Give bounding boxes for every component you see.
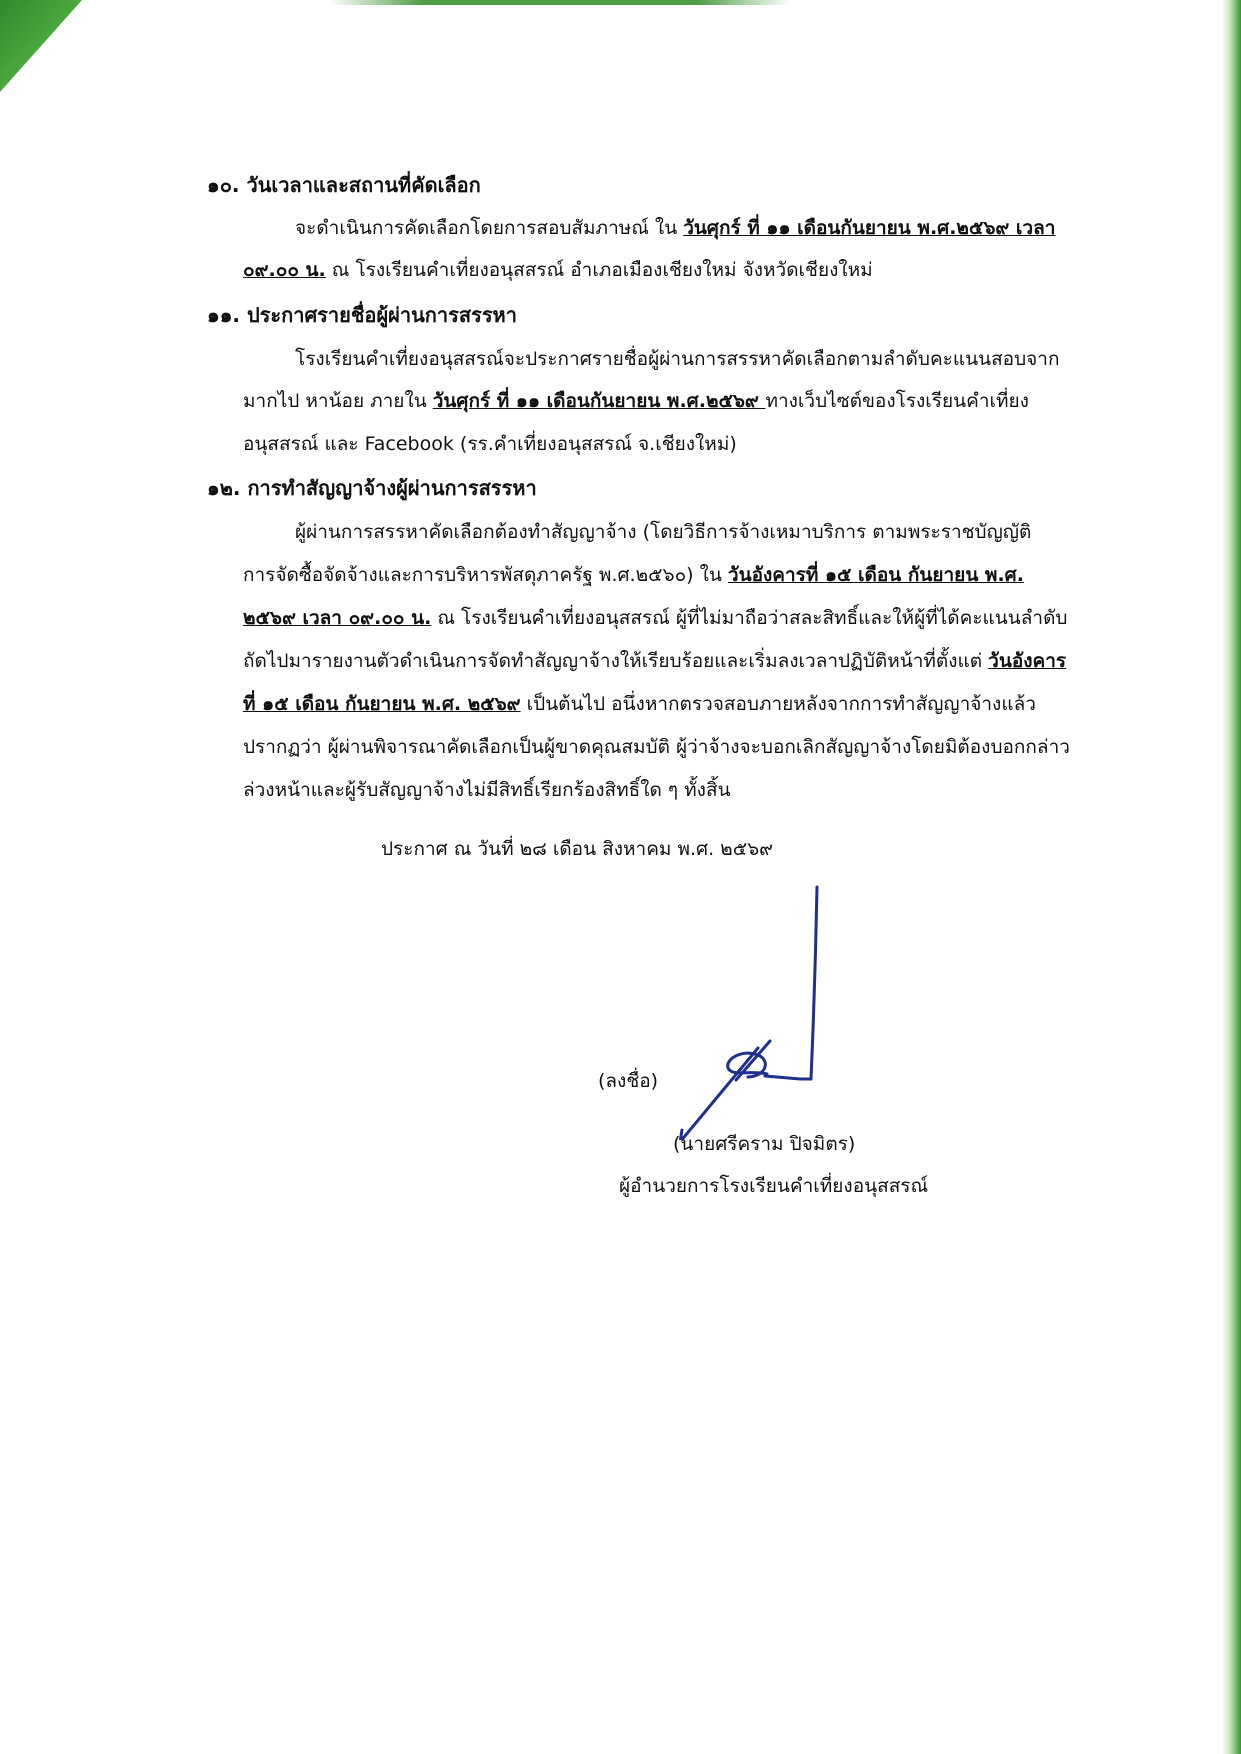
signature-label: (ลงชื่อ) xyxy=(598,1070,659,1092)
section-11-line-2: มากไป หาน้อย ภายใน วันศุกร์ ที่ ๑๑ เดือนกันยายน พ.ศ.๒๕๖๙ ทางเว็บไซต์ของโรงเรียนคำเที่ยง xyxy=(243,390,1029,412)
signatory-position: ผู้อำนวยการโรงเรียนคำเที่ยงอนุสสรณ์ xyxy=(619,1175,929,1197)
section-11-line-1: โรงเรียนคำเที่ยงอนุสสรณ์จะประกาศรายชื่อผู้ผ่านการสรรหาคัดเลือกตามลำดับคะแนนสอบจาก xyxy=(295,348,1060,370)
section-12-line-7: ล่วงหน้าและผู้รับสัญญาจ้างไม่มีสิทธิ์เรียกร้องสิทธิ์ใด ๆ ทั้งสิ้น xyxy=(243,779,731,801)
section-12-line-6: ปรากฏว่า ผู้ผ่านพิจารณาคัดเลือกเป็นผู้ขาดคุณสมบัติ ผู้ว่าจ้างจะบอกเลิกสัญญาจ้างโดยมิต้องบอกกล่าว xyxy=(243,736,1070,758)
section-10-heading: ๑๐. วันเวลาและสถานที่คัดเลือก xyxy=(207,173,481,197)
section-12-heading: ๑๒. การทำสัญญาจ้างผู้ผ่านการสรรหา xyxy=(207,476,537,500)
announcement-date: ประกาศ ณ วันที่ ๒๘ เดือน สิงหาคม พ.ศ. ๒๕๖๙ xyxy=(381,838,774,860)
section-12-line-2: การจัดซื้อจัดจ้างและการบริหารพัสดุภาครัฐ พ.ศ.๒๕๖๐) ใน วันอังคารที่ ๑๕ เดือน กันยายน พ.ศ. xyxy=(243,564,1024,586)
section-11-line-3: อนุสสรณ์ และ Facebook (รร.คำเที่ยงอนุสสรณ์ จ.เชียงใหม่) xyxy=(243,433,737,455)
handwritten-signature xyxy=(670,880,820,1140)
section-12-line-1: ผู้ผ่านการสรรหาคัดเลือกต้องทำสัญญาจ้าง (โดยวิธีการจ้างเหมาบริการ ตามพระราชบัญญัติ xyxy=(295,521,1032,543)
section-12-line-4: ถัดไปมารายงานตัวดำเนินการจัดทำสัญญาจ้างให้เรียบร้อยและเริ่มลงเวลาปฏิบัติหน้าที่ตั้งแต่ วันอังคาร xyxy=(243,650,1067,672)
section-11-heading: ๑๑. ประกาศรายชื่อผู้ผ่านการสรรหา xyxy=(207,303,517,327)
section-12-line-5: ที่ ๑๕ เดือน กันยายน พ.ศ. ๒๕๖๙ เป็นต้นไป อนึ่งหากตรวจสอบภายหลังจากการทำสัญญาจ้างแล้ว xyxy=(243,693,1036,715)
signatory-name: (นายศรีคราม ปิจมิตร) xyxy=(673,1133,856,1155)
section-10-line-1: จะดำเนินการคัดเลือกโดยการสอบสัมภาษณ์ ใน วันศุกร์ ที่ ๑๑ เดือนกันยายน พ.ศ.๒๕๖๙ เวลา xyxy=(295,217,1056,239)
section-12-line-3: ๒๕๖๙ เวลา ๐๙.๐๐ น. ณ โรงเรียนคำเที่ยงอนุสสรณ์ ผู้ที่ไม่มาถือว่าสละสิทธิ์และให้ผู้ที่ได้คะแนนลำดับ xyxy=(243,607,1068,629)
section-10-line-2: ๐๙.๐๐ น. ณ โรงเรียนคำเที่ยงอนุสสรณ์ อำเภอเมืองเชียงใหม่ จังหวัดเชียงใหม่ xyxy=(243,259,873,281)
